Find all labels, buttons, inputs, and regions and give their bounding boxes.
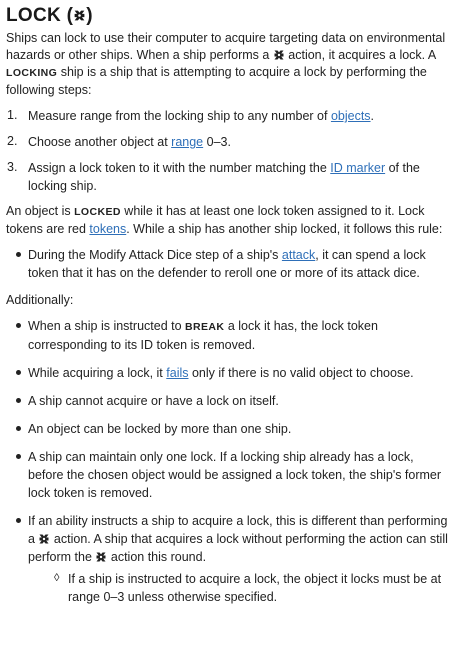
locking-steps-list	[6, 107, 449, 195]
list-item: A ship cannot acquire or have a lock on itself.	[6, 392, 449, 410]
title-text: LOCK (	[6, 5, 74, 26]
lock-action-icon	[273, 49, 285, 61]
sub-item: ◊ If a ship is instructed to acquire a lock, the object it locks must be at range 0–3 unless otherwise specified.	[54, 572, 442, 604]
intro-paragraph: Ships can lock to use their computer to acquire targeting data on environmental hazards or other ships. When a ship performs a action, it acquires a lock. A LOCKING ship is a ship that is attempting to acquire a lock by performing the following steps:	[6, 31, 446, 97]
title-close-paren: )	[86, 5, 93, 26]
bullet-icon	[16, 323, 21, 328]
list-item: 2. Choose another object at range 0–3.	[7, 134, 231, 149]
locked-paragraph: An object is LOCKED while it has at least one lock token assigned to it. Lock tokens are red tokens. While a ship has another ship locked, it follows this rule:	[6, 204, 443, 236]
diamond-bullet-icon: ◊	[54, 572, 60, 584]
locked-term: LOCKED	[74, 206, 121, 218]
bullet-icon	[16, 518, 21, 523]
lock-action-icon	[95, 551, 107, 563]
additionally-label: Additionally:	[6, 293, 74, 307]
list-item: A ship can maintain only one lock. If a locking ship already has a lock, before the chosen object would be assigned a lock token, the ship's former lock token is removed.	[6, 448, 449, 502]
tokens-link[interactable]: tokens	[89, 222, 127, 236]
page-title	[6, 4, 449, 28]
objects-link[interactable]: objects	[330, 109, 371, 123]
list-item: During the Modify Attack Dice step of a ship's attack, it can spend a lock token that it has on the defender to reroll one or more of its attack dice.	[6, 246, 449, 282]
bullet-icon	[16, 426, 21, 431]
range-link[interactable]: range	[171, 135, 204, 149]
lock-action-icon	[38, 533, 50, 545]
fails-link[interactable]: fails	[166, 366, 189, 380]
bullet-icon	[16, 370, 21, 375]
list-item: 1. Measure range from the locking ship to any number of objects.	[7, 108, 375, 123]
id-marker-link[interactable]: ID marker	[330, 161, 386, 175]
bullet-icon	[16, 398, 21, 403]
list-item: When a ship is instructed to BREAK a lock it has, the lock token corresponding to its ID token is removed.	[6, 317, 449, 354]
lock-action-icon	[73, 9, 86, 22]
list-item: While acquiring a lock, it fails only if there is no valid object to choose.	[6, 364, 449, 382]
attack-link[interactable]: attack	[281, 248, 316, 262]
break-term: BREAK	[185, 321, 225, 333]
rule-list	[6, 246, 449, 282]
bullet-icon	[16, 252, 21, 257]
locking-term: LOCKING	[6, 67, 58, 79]
additional-rules-list	[6, 317, 449, 606]
list-item: 3. Assign a lock token to it with the number matching the ID marker of the locking ship.	[7, 160, 420, 193]
bullet-icon	[16, 454, 21, 459]
list-item: An object can be locked by more than one ship.	[6, 420, 449, 438]
list-item: If an ability instructs a ship to acquire a lock, this is different than performing a action. A ship that acquires a lock without performing the action can still perform the action this round. ◊ If a ship is instructed to acquire a lock, the object it locks must be at range 0–3 unless otherwise specified.	[6, 512, 449, 606]
